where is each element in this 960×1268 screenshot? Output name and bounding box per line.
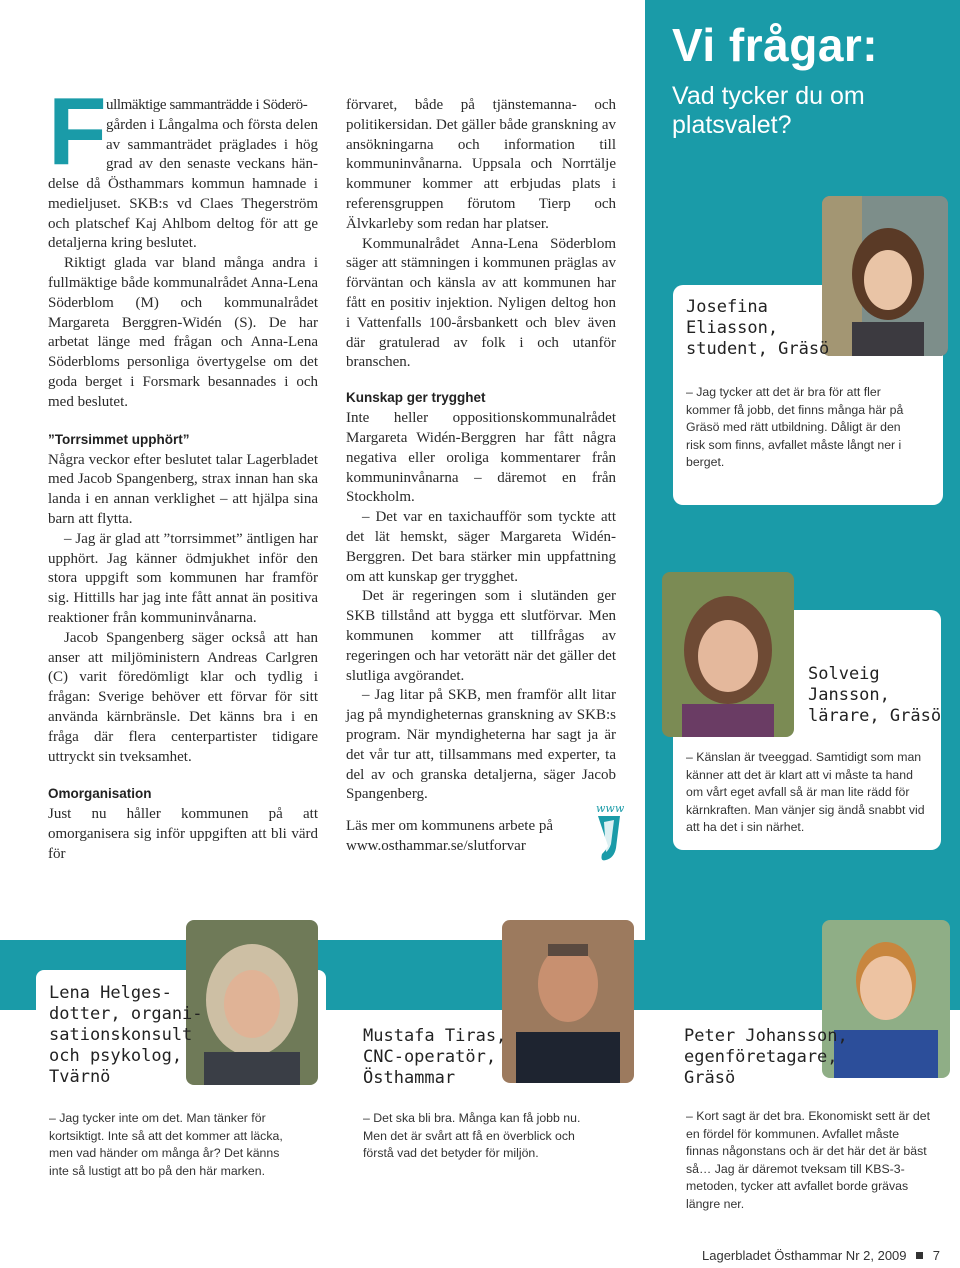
name-line: Östhammar xyxy=(363,1068,456,1088)
name-line: Lena Helges- xyxy=(49,983,172,1003)
footer-page-number: 7 xyxy=(932,1248,940,1263)
subheading-omorganisation: Omorganisation xyxy=(48,786,152,802)
body-paragraph: förvaret, både på tjänstemanna- och politikersidan. Det gäller både granskning av ansökningarna och information till kommuninvånarna. Uppsala och Norrtälje kommuner kommer att erbjudas plats i referensgruppen förutom Tierp och Älvkarleby som redan har platser. xyxy=(346,97,616,232)
portrait-photo-mustafa xyxy=(502,920,634,1083)
lead-first-lines xyxy=(106,96,318,175)
body-paragraph: Några veckor efter beslutet talar Lagerbladet med Jacob Spangenberg, strax innan han ska landa i en annan verklighet – att hjälpa sina barn att flytta. xyxy=(48,451,318,527)
sidebar-heading: Vi frågar: xyxy=(672,19,879,71)
body-paragraph: – Det var en taxichaufför som tyckte att det lät hemskt, säger Margareta Widén-Berggren. Det bara stärker min uppfattning om att kunskap ger trygghet. xyxy=(346,509,616,585)
body-paragraph: – Jag är glad att ”torrsimmet” äntligen har upphört. Jag känner ödmjukhet inför den stora uppgift som kommunen har framför sig. Hittills har jag inte fått annat än positiva reaktioner från kommuninvånarna. xyxy=(48,530,318,626)
person-quote-josefina: – Jag tycker att det är bra för att fler kommer få jobb, det finns många här på Gräsö med rätt utbildning. Dåligt är den risk som finns, avfallet måste långt ner i berget. xyxy=(686,385,904,469)
www-icon-label: www xyxy=(596,802,625,815)
person-name-josefina xyxy=(686,297,829,360)
name-line: och psykolog, xyxy=(49,1046,183,1066)
name-line: Gräsö xyxy=(684,1068,736,1088)
person-quote-peter: – Kort sagt är det bra. Ekonomiskt sett är det en fördel för kommunen. Avfallet måste finnas någonstans och är det här det är bäst så… Jag är däremot tveksam till KBS-3-metoden, tycker att avfallet borde grävas längre ner. xyxy=(686,1109,931,1211)
person-name-peter xyxy=(684,1026,848,1089)
name-line: lärare, Gräsö xyxy=(808,706,942,726)
article-column-1 xyxy=(48,78,318,865)
body-paragraph: Jacob Spangenberg säger också att han anser att miljöministern Andreas Carlgren (C) varit föredömligt klar och tydlig i frågan: Sverige behöver ett förvar för sitt använda kärnbränsle. Det känns bra i en fråga där flera centerpartister tidigare uttryckt sin tveksamhet. xyxy=(48,629,318,765)
lead-line: grad av den senaste veckans hän- xyxy=(106,156,318,173)
name-line: sationskonsult xyxy=(49,1025,193,1045)
lead-line: av sammanträdet präglades i hög xyxy=(106,136,318,153)
name-line: Jansson, xyxy=(808,685,890,705)
portrait-photo-josefina xyxy=(822,196,948,356)
name-line: Mustafa Tiras, xyxy=(363,1026,507,1046)
body-paragraph: Det är regeringen som i slutänden ger SKB tillstånd att bygga ett slutförvar. Men kommunen kommer att tillfrågas av regeringen och har vetorätt när det gäller det slutliga avgörandet. xyxy=(346,588,616,684)
person-name-lena xyxy=(49,983,203,1088)
footer-publication: Lagerbladet Östhammar Nr 2, 2009 xyxy=(702,1248,907,1263)
subheading-kunskap: Kunskap ger trygghet xyxy=(346,390,486,406)
sidebar-background xyxy=(645,0,960,1010)
body-paragraph: – Jag litar på SKB, men framför allt litar jag på myndigheternas granskning av SKB:s program. När myndigheterna har sagt ja är det vår tur att, tillsammans med experter, ta del av och granska detaljerna, säger Jacob Spangenberg. xyxy=(346,687,616,803)
sidebar-question: Vad tycker du om platsvalet? xyxy=(672,82,865,139)
portrait-photo-solveig xyxy=(662,572,794,737)
person-name-solveig xyxy=(808,664,941,727)
person-quote-solveig: – Känslan är tveeggad. Samtidigt som man känner att det är klart att vi måste ta hand om vårt eget avfall så är man lite rädd för kärnkraften. Man vänjer sig ändå snabbt vid att ha det i sin närhet. xyxy=(686,750,925,834)
person-name-mustafa xyxy=(363,1026,506,1089)
name-line: Eliasson, xyxy=(686,318,779,338)
body-paragraph: Riktigt glada var bland många andra i fullmäktige både kommunalrådet Anna-Lena Söderblom (M) och kommunalrådet Margareta Berggren-Widén (S). De har arbetat länge med frågan och Anna-Lena Söderbloms personliga övertygelse om det goda berget i Forsmark besannades i och med beslutet. xyxy=(48,255,318,410)
article-column-2 xyxy=(346,96,616,857)
read-more-link[interactable]: Läs mer om kommunens arbete på www.osthammar.se/slutforvar xyxy=(346,818,554,854)
body-paragraph: Kommunalrådet Anna-Lena Söderblom säger att stämningen i kommunen präglas av förväntan och känsla av att kommunen har fått en positiv injektion. Nyligen deltog hon i Vattenfalls 100-årsbankett och blev även där gratulerad av folk i och utanför branschen. xyxy=(346,235,616,371)
name-line: Tvärnö xyxy=(49,1067,111,1087)
name-line: Josefina xyxy=(686,297,768,317)
lead-line: ullmäktige sammanträdde i Söderö- xyxy=(106,97,308,113)
name-line: dotter, organi- xyxy=(49,1004,203,1024)
body-paragraph: Just nu håller kommunen på att omorganisera sig inför uppgiften att bli värd för xyxy=(48,806,318,862)
footer-bullet xyxy=(916,1252,923,1259)
lead-line: gården i Långalma och första delen xyxy=(106,116,318,133)
page-footer xyxy=(700,1248,940,1263)
body-paragraph: Inte heller oppositionskommunalrådet Margareta Widén-Berggren har fått några negativa eller oroliga kommentarer från kommuninvånarna – däremot en från Stockholm. xyxy=(346,410,616,506)
person-quote-mustafa: – Det ska bli bra. Många kan få jobb nu. Men det är svårt att få en överblick och förstå vad det betyder för miljön. xyxy=(363,1111,581,1160)
name-line: student, Gräsö xyxy=(686,339,830,359)
name-line: Peter Johansson, xyxy=(684,1026,848,1046)
www-icon xyxy=(592,800,628,870)
portrait-photo-lena xyxy=(186,920,318,1085)
lead-paragraph: delse då Östhammars kommun hamnade i medieljuset. SKB:s vd Claes Thegerström och platschef Kaj Ahlbom deltog för att ge detaljerna kring beslutet. xyxy=(48,176,318,252)
name-line: CNC-operatör, xyxy=(363,1047,497,1067)
name-line: Solveig xyxy=(808,664,880,684)
subheading-torrsimmet: ”Torrsimmet upphört” xyxy=(48,431,190,447)
drop-cap: F xyxy=(48,78,107,185)
person-quote-lena: – Jag tycker inte om det. Man tänker för kortsiktigt. Inte så att det kommer att läcka, men vad händer om många år? Det känns inte så lustigt att bo på den här marken. xyxy=(49,1111,283,1178)
name-line: egenföretagare, xyxy=(684,1047,838,1067)
